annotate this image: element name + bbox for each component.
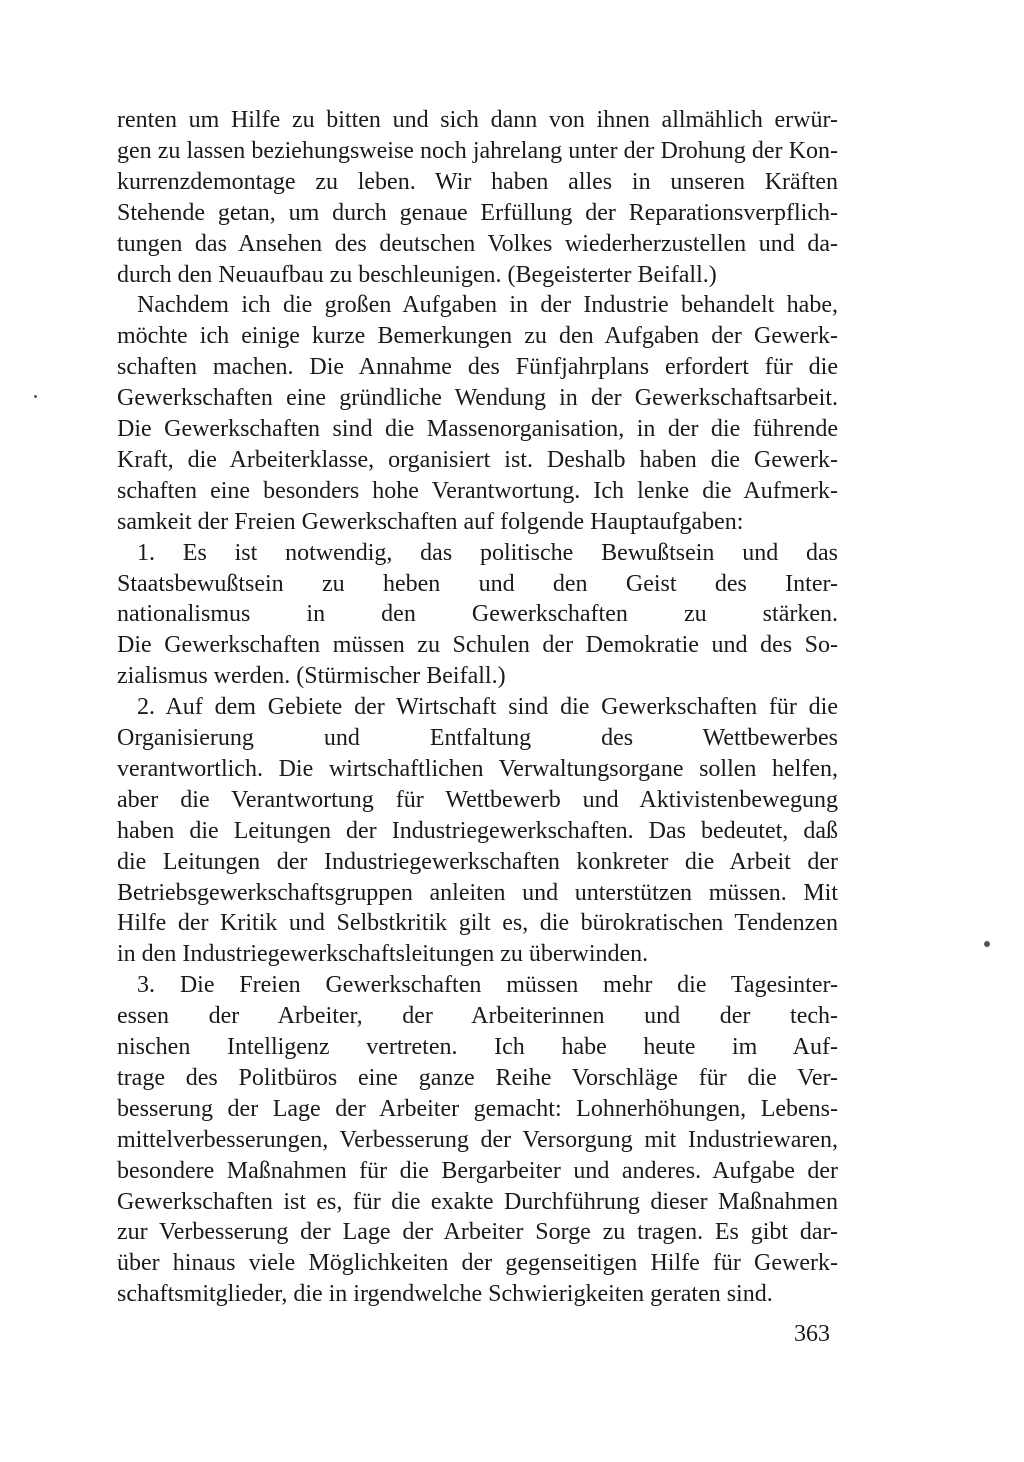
text-line: Gewerkschaften ist es, für die exakte Durchführung dieser Maßnahmen xyxy=(117,1189,838,1215)
page-number: 363 xyxy=(794,1321,830,1347)
text-line: schaften eine besonders hohe Verantwortung. Ich lenke die Aufmerk- xyxy=(117,478,838,504)
text-line: Stehende getan, um durch genaue Erfüllung der Reparationsverpflich- xyxy=(117,200,838,226)
text-line: zur Verbesserung der Lage der Arbeiter Sorge zu tragen. Es gibt dar- xyxy=(117,1219,838,1245)
text-line: Organisierung und Entfaltung des Wettbewerbes xyxy=(117,725,838,751)
text-line: haben die Leitungen der Industriegewerkschaften. Das bedeutet, daß xyxy=(117,818,838,844)
text-line: Die Gewerkschaften müssen zu Schulen der Demokratie und des So- xyxy=(117,632,838,658)
text-line: die Leitungen der Industriegewerkschaften konkreter die Arbeit der xyxy=(117,849,838,875)
text-line: samkeit der Freien Gewerkschaften auf folgende Hauptaufgaben: xyxy=(117,509,744,535)
scan-speck xyxy=(34,395,37,398)
text-line: kurrenzdemontage zu leben. Wir haben alles in unseren Kräften xyxy=(117,169,838,195)
text-line: Staatsbewußtsein zu heben und den Geist des Inter- xyxy=(117,571,838,597)
text-line: tungen das Ansehen des deutschen Volkes wiederherzustellen und da- xyxy=(117,231,838,257)
text-line: renten um Hilfe zu bitten und sich dann von ihnen allmählich erwür- xyxy=(117,107,838,133)
text-line: 1. Es ist notwendig, das politische Bewußtsein und das xyxy=(137,540,838,566)
text-line: Hilfe der Kritik und Selbstkritik gilt es, die bürokratischen Tendenzen xyxy=(117,910,838,936)
text-line: nationalismus in den Gewerkschaften zu stärken. xyxy=(117,601,838,627)
text-line: mittelverbesserungen, Verbesserung der Versorgung mit Industriewaren, xyxy=(117,1127,838,1153)
text-line: über hinaus viele Möglichkeiten der gegenseitigen Hilfe für Gewerk- xyxy=(117,1250,838,1276)
text-line: Gewerkschaften eine gründliche Wendung in der Gewerkschaftsarbeit. xyxy=(117,385,838,411)
text-line: in den Industriegewerkschaftsleitungen zu überwinden. xyxy=(117,941,649,967)
text-line: Kraft, die Arbeiterklasse, organisiert ist. Deshalb haben die Gewerk- xyxy=(117,447,838,473)
text-line: besondere Maßnahmen für die Bergarbeiter und anderes. Aufgabe der xyxy=(117,1158,838,1184)
text-line: zialismus werden. (Stürmischer Beifall.) xyxy=(117,663,506,689)
text-line: besserung der Lage der Arbeiter gemacht: Lohnerhöhungen, Lebens- xyxy=(117,1096,838,1122)
text-line: Nachdem ich die großen Aufgaben in der Industrie behandelt habe, xyxy=(137,292,838,318)
text-line: durch den Neuaufbau zu beschleunigen. (Begeisterter Beifall.) xyxy=(117,262,717,288)
text-line: verantwortlich. Die wirtschaftlichen Verwaltungsorgane sollen helfen, xyxy=(117,756,838,782)
text-line: 2. Auf dem Gebiete der Wirtschaft sind die Gewerkschaften für die xyxy=(137,694,838,720)
text-line: trage des Politbüros eine ganze Reihe Vorschläge für die Ver- xyxy=(117,1065,838,1091)
scan-speck xyxy=(984,941,990,947)
text-line: nischen Intelligenz vertreten. Ich habe heute im Auf- xyxy=(117,1034,838,1060)
text-line: schaftsmitglieder, die in irgendwelche Schwierigkeiten geraten sind. xyxy=(117,1281,773,1307)
text-line: Die Gewerkschaften sind die Massenorganisation, in der die führende xyxy=(117,416,838,442)
text-line: essen der Arbeiter, der Arbeiterinnen und der tech- xyxy=(117,1003,838,1029)
text-line: Betriebsgewerkschaftsgruppen anleiten und unterstützen müssen. Mit xyxy=(117,880,838,906)
text-line: 3. Die Freien Gewerkschaften müssen mehr die Tagesinter- xyxy=(137,972,838,998)
text-line: schaften machen. Die Annahme des Fünfjahrplans erfordert für die xyxy=(117,354,838,380)
text-line: gen zu lassen beziehungsweise noch jahrelang unter der Drohung der Kon- xyxy=(117,138,838,164)
text-line: möchte ich einige kurze Bemerkungen zu den Aufgaben der Gewerk- xyxy=(117,323,838,349)
text-line: aber die Verantwortung für Wettbewerb und Aktivistenbewegung xyxy=(117,787,838,813)
